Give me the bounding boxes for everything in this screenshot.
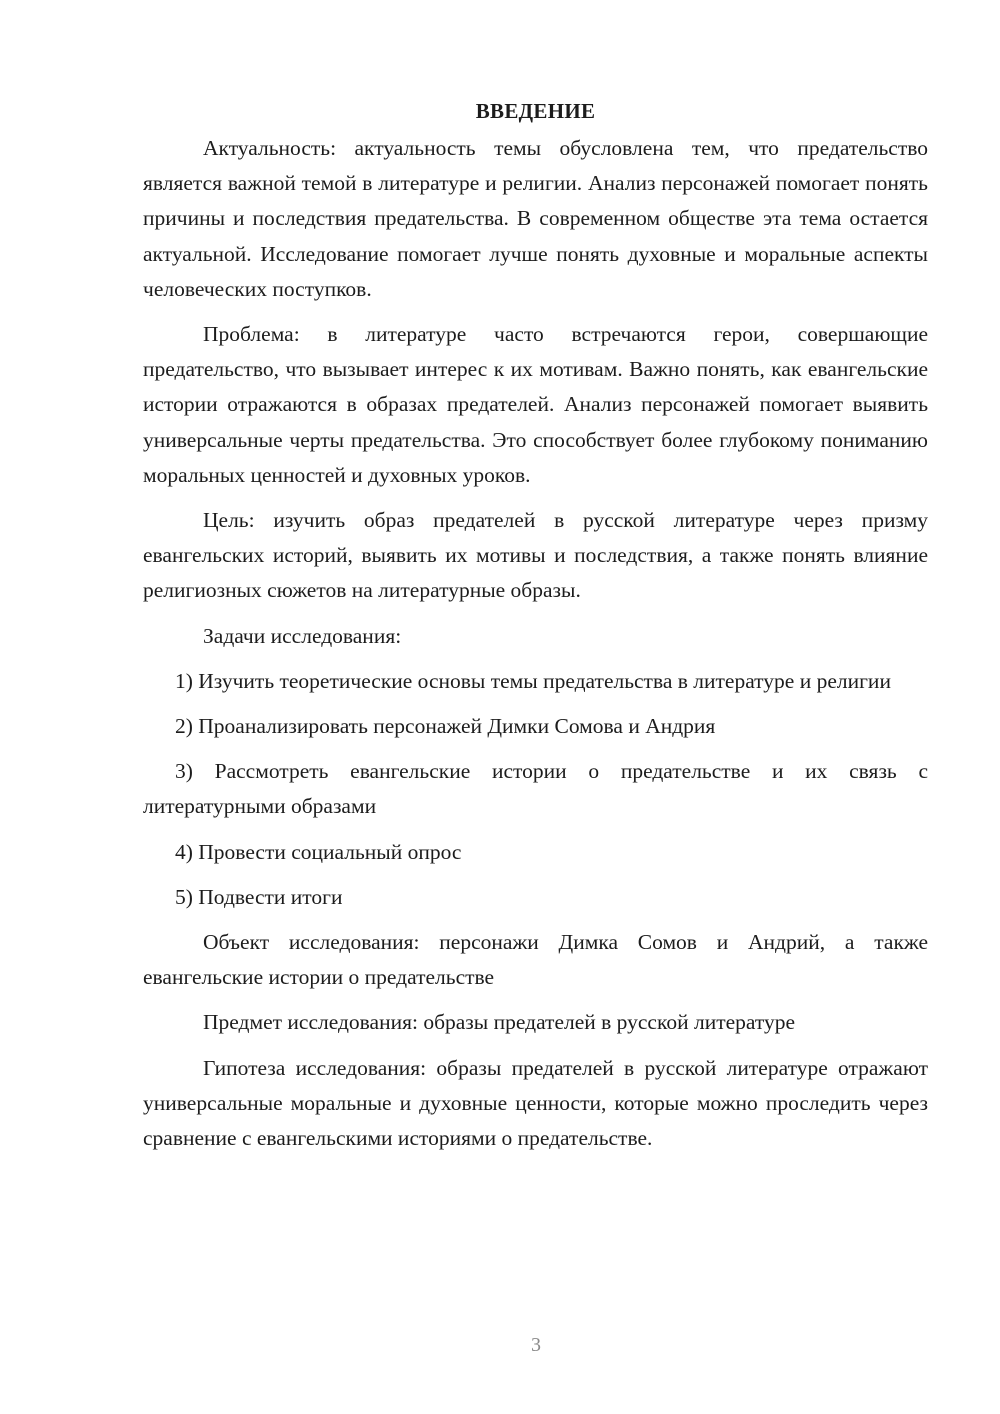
section-title: ВВЕДЕНИЕ <box>475 99 596 123</box>
object-paragraph: Объект исследования: персонажи Димка Сомов и Андрий, а также евангельские истории о предательстве <box>143 930 928 990</box>
task-item-1: 1) Изучить теоретические основы темы предательства в литературе и религии <box>175 668 891 693</box>
hypothesis-paragraph: Гипотеза исследования: образы предателей в русской литературе отражают универсальные моральные и духовные ценности, которые можно проследить через сравнение с евангельскими историями о предательстве. <box>143 1055 928 1151</box>
tasks-heading: Задачи исследования: <box>203 623 402 648</box>
task-item-2: 2) Проанализировать персонажей Димки Сомова и Андрия <box>175 714 716 739</box>
task-item-3: 3) Рассмотреть евангельские истории о предательстве и их связь с литературными образами <box>143 759 928 819</box>
document-page <box>143 96 928 1166</box>
task-item-5: 5) Подвести итоги <box>175 884 343 909</box>
page-number: 3 <box>531 1334 541 1356</box>
goal-paragraph: Цель: изучить образ предателей в русской литературе через призму евангельских историй, выявить их мотивы и последствия, а также понять влияние религиозных сюжетов на литературные образы. <box>143 508 928 603</box>
problem-paragraph: Проблема: в литературе часто встречаются герои, совершающие предательство, что вызывает интерес к их мотивам. Важно понять, как евангельские истории отражаются в образах предателей. Анализ персонажей помогает выявить универсальные черты предательства. Это способствует более глубокому пониманию моральных ценностей и духовных уроков. <box>143 322 928 487</box>
task-item-4: 4) Провести социальный опрос <box>175 839 462 864</box>
subject-paragraph: Предмет исследования: образы предателей в русской литературе <box>203 1010 796 1035</box>
relevance-paragraph: Актуальность: актуальность темы обусловлена тем, что предательство является важной темой в литературе и религии. Анализ персонажей помогает понять причины и последствия предательства. В современном обществе эта тема остается актуальной. Исследование помогает лучше понять духовные и моральные аспекты человеческих поступков. <box>143 136 928 301</box>
